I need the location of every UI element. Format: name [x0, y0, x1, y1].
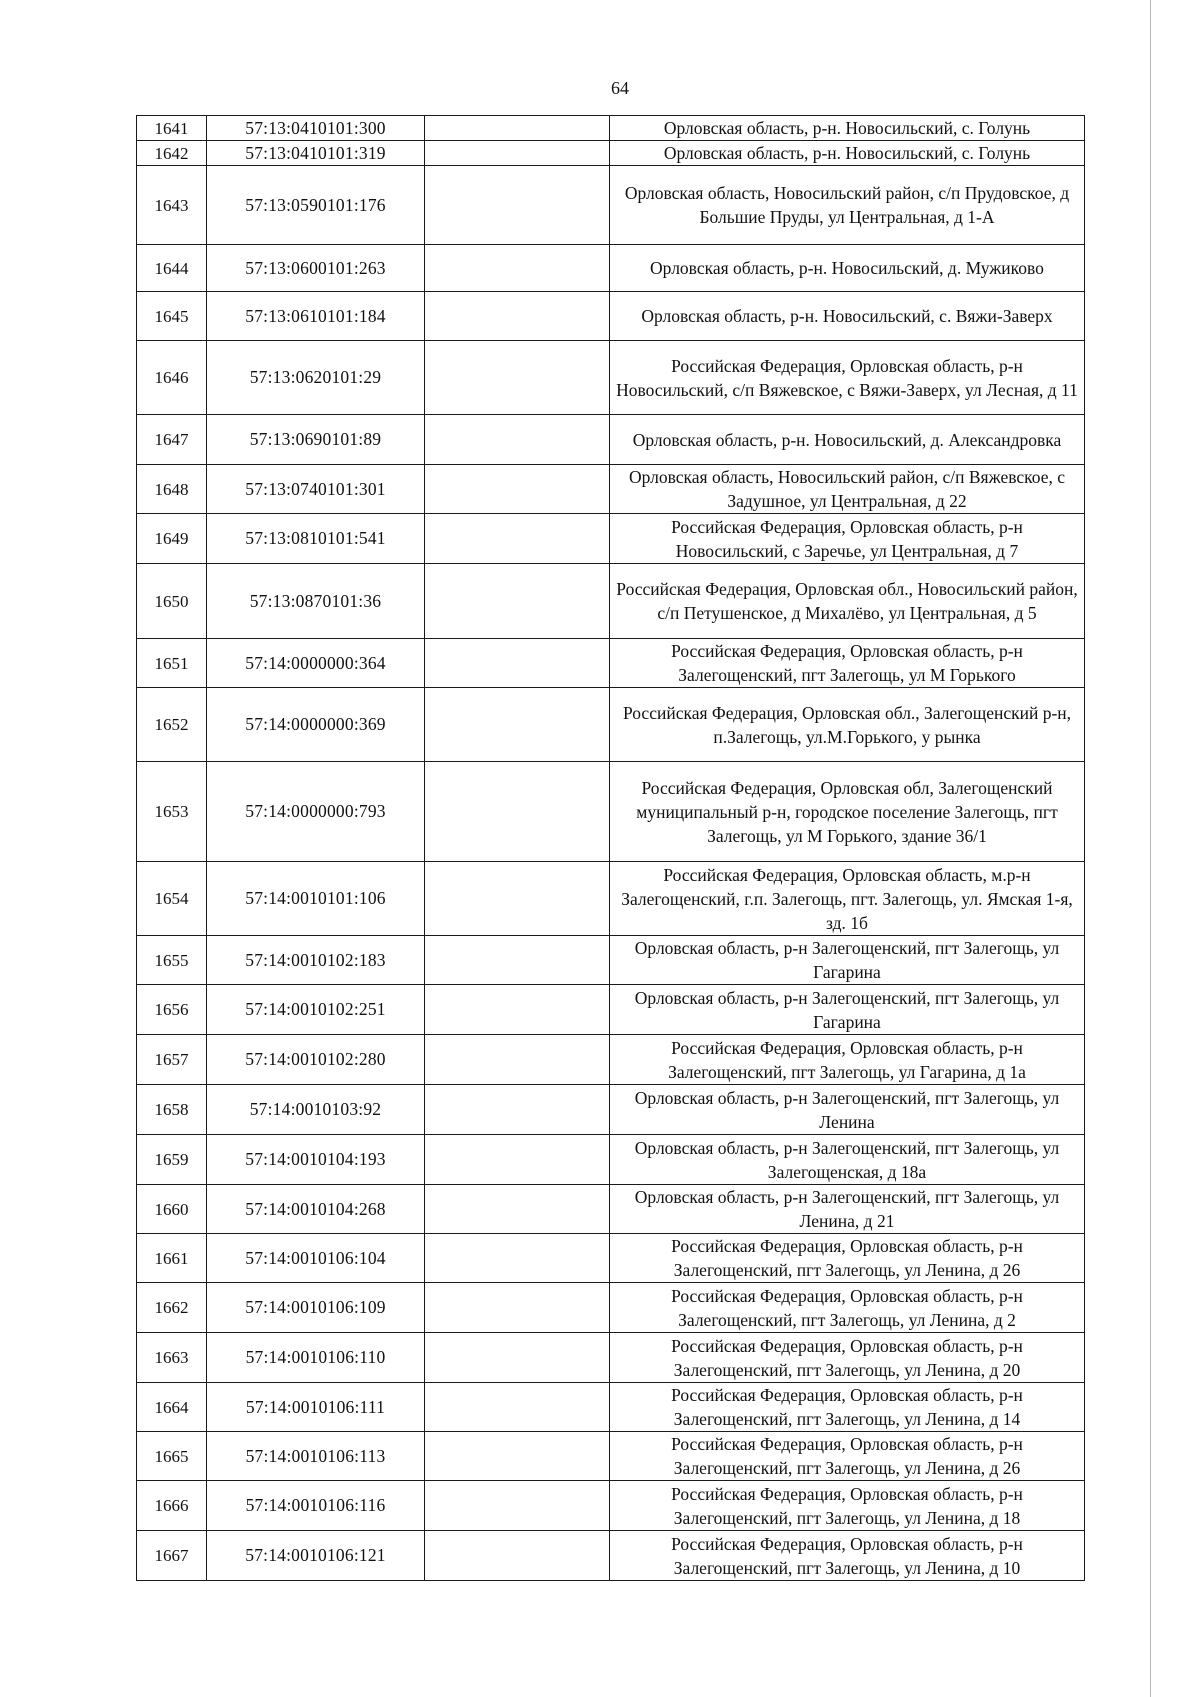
cadastral-number: 57:14:0010106:104 — [207, 1234, 425, 1283]
table-row — [137, 415, 1085, 465]
cadastral-number: 57:14:0000000:369 — [207, 688, 425, 762]
empty-cell — [425, 1135, 610, 1185]
address: Российская Федерация, Орловская область, р-н Залегощенский, пгт Залегощь, ул Ленина, д 26 — [610, 1234, 1085, 1283]
address: Орловская область, р-н Залегощенский, пгт Залегощь, ул Гагарина — [610, 985, 1085, 1035]
empty-cell — [425, 292, 610, 341]
empty-cell — [425, 1185, 610, 1234]
row-number: 1649 — [137, 514, 207, 564]
cadastral-number: 57:14:0010106:110 — [207, 1333, 425, 1383]
cadastral-number: 57:13:0610101:184 — [207, 292, 425, 341]
address: Российская Федерация, Орловская область, р-н Залегощенский, пгт Залегощь, ул Ленина, д 14 — [610, 1383, 1085, 1432]
cadastral-number: 57:14:0010102:280 — [207, 1035, 425, 1085]
table-row — [137, 1432, 1085, 1481]
address: Российская Федерация, Орловская область, р-н Залегощенский, пгт Залегощь, ул Ленина, д 18 — [610, 1481, 1085, 1531]
empty-cell — [425, 862, 610, 936]
table-row — [137, 116, 1085, 141]
cadastral-number: 57:13:0870101:36 — [207, 564, 425, 639]
cadastral-number: 57:13:0620101:29 — [207, 341, 425, 415]
address: Российская Федерация, Орловская обл., Новосильский район, с/п Петушенское, д Михалёво, ул Центральная, д 5 — [610, 564, 1085, 639]
address: Российская Федерация, Орловская область, р-н Залегощенский, пгт Залегощь, ул М Горького — [610, 639, 1085, 688]
cadastral-number: 57:14:0010106:111 — [207, 1383, 425, 1432]
empty-cell — [425, 1383, 610, 1432]
cadastral-number: 57:13:0600101:263 — [207, 245, 425, 292]
address: Российская Федерация, Орловская область, р-н Новосильский, с Заречье, ул Центральная, д 7 — [610, 514, 1085, 564]
row-number: 1666 — [137, 1481, 207, 1531]
empty-cell — [425, 341, 610, 415]
cadastral-number: 57:14:0000000:793 — [207, 762, 425, 862]
row-number: 1645 — [137, 292, 207, 341]
row-number: 1656 — [137, 985, 207, 1035]
empty-cell — [425, 116, 610, 141]
address: Российская Федерация, Орловская область, р-н Залегощенский, пгт Залегощь, ул Ленина, д 26 — [610, 1432, 1085, 1481]
table-row — [137, 1531, 1085, 1581]
table-row — [137, 985, 1085, 1035]
address: Орловская область, Новосильский район, с/п Вяжевское, с Задушное, ул Центральная, д 22 — [610, 465, 1085, 514]
cadastral-number: 57:14:0010104:193 — [207, 1135, 425, 1185]
table-row — [137, 862, 1085, 936]
empty-cell — [425, 1035, 610, 1085]
row-number: 1655 — [137, 936, 207, 985]
row-number: 1651 — [137, 639, 207, 688]
table-row — [137, 1333, 1085, 1383]
empty-cell — [425, 166, 610, 245]
empty-cell — [425, 141, 610, 166]
cadastral-number: 57:14:0010101:106 — [207, 862, 425, 936]
cadastral-number: 57:14:0010106:121 — [207, 1531, 425, 1581]
cadastral-number: 57:13:0740101:301 — [207, 465, 425, 514]
row-number: 1662 — [137, 1283, 207, 1333]
address: Орловская область, р-н Залегощенский, пгт Залегощь, ул Гагарина — [610, 936, 1085, 985]
row-number: 1658 — [137, 1085, 207, 1135]
table-row — [137, 1481, 1085, 1531]
empty-cell — [425, 1432, 610, 1481]
address: Орловская область, р-н Залегощенский, пгт Залегощь, ул Ленина — [610, 1085, 1085, 1135]
empty-cell — [425, 1481, 610, 1531]
table-row — [137, 141, 1085, 166]
address: Орловская область, р-н. Новосильский, с. Голунь — [610, 116, 1085, 141]
table-row — [137, 564, 1085, 639]
table-row — [137, 465, 1085, 514]
table-row — [137, 292, 1085, 341]
row-number: 1665 — [137, 1432, 207, 1481]
row-number: 1661 — [137, 1234, 207, 1283]
cadastral-number: 57:13:0410101:319 — [207, 141, 425, 166]
cadastral-number: 57:14:0010106:116 — [207, 1481, 425, 1531]
cadastral-number: 57:14:0010104:268 — [207, 1185, 425, 1234]
table-row — [137, 1085, 1085, 1135]
registry-table-container — [136, 115, 1084, 1581]
page-number: 64 — [611, 78, 629, 98]
empty-cell — [425, 639, 610, 688]
address: Российская Федерация, Орловская область, р-н Новосильский, с/п Вяжевское, с Вяжи-Заверх, ул Лесная, д 11 — [610, 341, 1085, 415]
row-number: 1644 — [137, 245, 207, 292]
empty-cell — [425, 245, 610, 292]
address: Орловская область, р-н. Новосильский, с. Голунь — [610, 141, 1085, 166]
table-row — [137, 1135, 1085, 1185]
row-number: 1657 — [137, 1035, 207, 1085]
address: Орловская область, р-н. Новосильский, с. Вяжи-Заверх — [610, 292, 1085, 341]
row-number: 1663 — [137, 1333, 207, 1383]
empty-cell — [425, 1333, 610, 1383]
table-row — [137, 1035, 1085, 1085]
address: Российская Федерация, Орловская обл, Залегощенский муниципальный р-н, городское поселение Залегощь, пгт Залегощь, ул М Горького, здание 36/1 — [610, 762, 1085, 862]
empty-cell — [425, 415, 610, 465]
address: Российская Федерация, Орловская область, р-н Залегощенский, пгт Залегощь, ул Ленина, д 10 — [610, 1531, 1085, 1581]
address: Российская Федерация, Орловская область, р-н Залегощенский, пгт Залегощь, ул Ленина, д 20 — [610, 1333, 1085, 1383]
address: Российская Федерация, Орловская обл., Залегощенский р-н, п.Залегощь, ул.М.Горького, у рынка — [610, 688, 1085, 762]
address: Российская Федерация, Орловская область, р-н Залегощенский, пгт Залегощь, ул Ленина, д 2 — [610, 1283, 1085, 1333]
cadastral-number: 57:14:0010106:113 — [207, 1432, 425, 1481]
empty-cell — [425, 1085, 610, 1135]
row-number: 1646 — [137, 341, 207, 415]
row-number: 1654 — [137, 862, 207, 936]
row-number: 1643 — [137, 166, 207, 245]
address: Орловская область, р-н. Новосильский, д. Александровка — [610, 415, 1085, 465]
address: Российская Федерация, Орловская область, м.р-н Залегощенский, г.п. Залегощь, пгт. Залегощь, ул. Ямская 1-я, зд. 1б — [610, 862, 1085, 936]
address: Орловская область, Новосильский район, с/п Прудовское, д Большие Пруды, ул Центральная, д 1-А — [610, 166, 1085, 245]
table-row — [137, 639, 1085, 688]
cadastral-number: 57:13:0690101:89 — [207, 415, 425, 465]
table-row — [137, 1283, 1085, 1333]
table-row — [137, 245, 1085, 292]
empty-cell — [425, 514, 610, 564]
row-number: 1650 — [137, 564, 207, 639]
row-number: 1641 — [137, 116, 207, 141]
empty-cell — [425, 1531, 610, 1581]
registry-table — [136, 115, 1085, 1581]
cadastral-number: 57:13:0810101:541 — [207, 514, 425, 564]
empty-cell — [425, 465, 610, 514]
empty-cell — [425, 936, 610, 985]
row-number: 1648 — [137, 465, 207, 514]
cadastral-number: 57:13:0590101:176 — [207, 166, 425, 245]
cadastral-number: 57:14:0010102:183 — [207, 936, 425, 985]
empty-cell — [425, 1234, 610, 1283]
address: Орловская область, р-н Залегощенский, пгт Залегощь, ул Ленина, д 21 — [610, 1185, 1085, 1234]
address: Орловская область, р-н. Новосильский, д. Мужиково — [610, 245, 1085, 292]
registry-table-body — [137, 116, 1085, 1581]
row-number: 1660 — [137, 1185, 207, 1234]
address: Орловская область, р-н Залегощенский, пгт Залегощь, ул Залегощенская, д 18а — [610, 1135, 1085, 1185]
row-number: 1647 — [137, 415, 207, 465]
empty-cell — [425, 688, 610, 762]
row-number: 1642 — [137, 141, 207, 166]
row-number: 1653 — [137, 762, 207, 862]
cadastral-number: 57:13:0410101:300 — [207, 116, 425, 141]
address: Российская Федерация, Орловская область, р-н Залегощенский, пгт Залегощь, ул Гагарина, д 1а — [610, 1035, 1085, 1085]
empty-cell — [425, 985, 610, 1035]
table-row — [137, 688, 1085, 762]
cadastral-number: 57:14:0010102:251 — [207, 985, 425, 1035]
row-number: 1659 — [137, 1135, 207, 1185]
table-row — [137, 1383, 1085, 1432]
table-row — [137, 514, 1085, 564]
empty-cell — [425, 564, 610, 639]
scan-edge-line — [1150, 0, 1151, 1697]
table-row — [137, 762, 1085, 862]
row-number: 1667 — [137, 1531, 207, 1581]
table-row — [137, 341, 1085, 415]
row-number: 1664 — [137, 1383, 207, 1432]
cadastral-number: 57:14:0000000:364 — [207, 639, 425, 688]
table-row — [137, 1185, 1085, 1234]
table-row — [137, 1234, 1085, 1283]
cadastral-number: 57:14:0010103:92 — [207, 1085, 425, 1135]
table-row — [137, 936, 1085, 985]
empty-cell — [425, 762, 610, 862]
empty-cell — [425, 1283, 610, 1333]
table-row — [137, 166, 1085, 245]
row-number: 1652 — [137, 688, 207, 762]
cadastral-number: 57:14:0010106:109 — [207, 1283, 425, 1333]
